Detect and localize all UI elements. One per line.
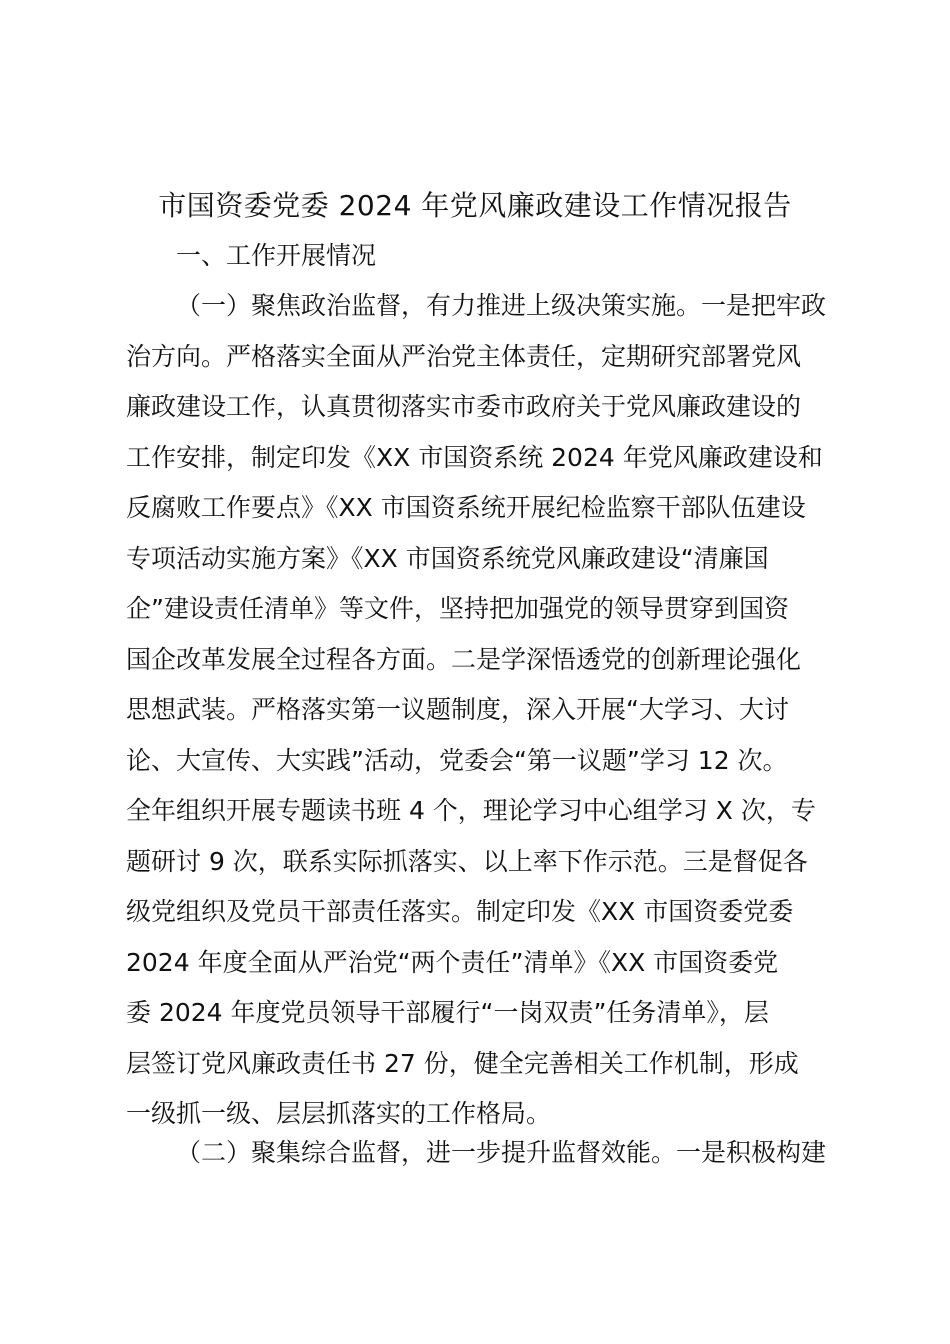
paragraph-line: 工作安排，制定印发《XX 市国资系统 2024 年党风廉政建设和 xyxy=(126,442,823,472)
paragraph-line: 全年组织开展专题读书班 4 个，理论学习中心组学习 X 次，专 xyxy=(126,796,816,825)
paragraph-line: 题研讨 9 次，联系实际抓落实、以上率下作示范。三是督促各 xyxy=(126,846,808,876)
paragraph-line: 企”建设责任清单》等文件，坚持把加强党的领导贯穿到国资 xyxy=(126,594,789,623)
paragraph-line: 治方向。严格落实全面从严治党主体责任，定期研究部署党风 xyxy=(126,341,802,371)
paragraph-line: （一）聚焦政治监督，有力推进上级决策实施。一是把牢政 xyxy=(176,291,827,320)
paragraph-line: 国企改革发展全过程各方面。二是学深悟透党的创新理论强化 xyxy=(126,644,802,674)
paragraph-line: 专项活动实施方案》《XX 市国资系统党风廉政建设“清廉国 xyxy=(126,543,769,573)
paragraph-line: 思想武装。严格落实第一议题制度，深入开展“大学习、大讨 xyxy=(126,695,789,724)
paragraph-line: 2024 年度全面从严治党“两个责任”清单》《XX 市国资委党 xyxy=(126,947,779,977)
paragraph-line: （二）聚集综合监督，进一步提升监督效能。一是积极构建 xyxy=(176,1138,827,1167)
paragraph-line: 级党组织及党员干部责任落实。制定印发《XX 市国资委党委 xyxy=(126,897,794,926)
paragraph-line: 一级抓一级、层层抓落实的工作格局。 xyxy=(126,1099,552,1128)
paragraph-line: 委 2024 年度党员领导干部履行“一岗双责”任务清单》，层 xyxy=(126,998,769,1027)
paragraph-line: 层签订党风廉政责任书 27 份，健全完善相关工作机制，形成 xyxy=(126,1048,799,1078)
paragraph-2 xyxy=(126,1128,826,1179)
paragraph-1 xyxy=(126,281,826,1140)
paragraph-line: 论、大宣传、大实践”活动，党委会“第一议题”学习 12 次。 xyxy=(126,745,788,775)
paragraph-line: 反腐败工作要点》《XX 市国资系统开展纪检监察干部队伍建设 xyxy=(126,493,806,522)
paragraph-line: 廉政建设工作，认真贯彻落实市委市政府关于党风廉政建设的 xyxy=(126,392,802,421)
section-heading: 一、工作开展情况 xyxy=(176,241,377,270)
document-title: 市国资委党委 2024 年党风廉政建设工作情况报告 xyxy=(158,189,792,222)
